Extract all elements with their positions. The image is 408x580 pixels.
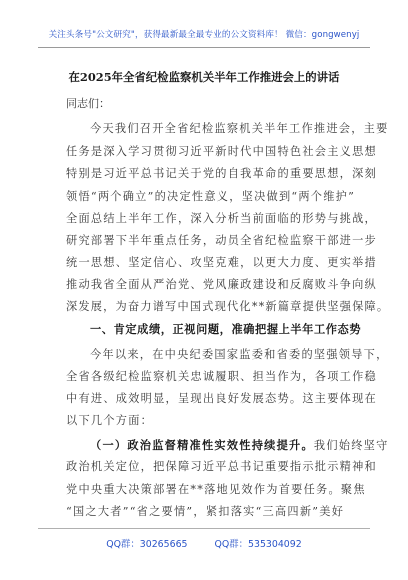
- paragraph-1-line-7: 统一思想、坚定信心、攻坚克难，以更大力度、更实举措: [66, 256, 377, 269]
- subsection-1-line-4: “国之大者”“省之要情”，紧扣落实“三高四新”美好: [66, 505, 345, 518]
- salutation: 同志们：: [66, 97, 110, 110]
- paragraph-1-line-3: 特别是习近平总书记关于党的自我革命的重要思想，深刻: [66, 167, 377, 180]
- subsection-1-line-2: 政治机关定位，把保障习近平总书记重要指示批示精神和: [66, 460, 377, 473]
- paragraph-1-line-4: 领悟“两个确立”的决定性意义，坚决做到“两个维护”: [66, 190, 356, 203]
- paragraph-1-line-6: 研究部署下半年重点任务，动员全省纪检监察干部进一步: [66, 234, 377, 247]
- document-title: 在2025年全省纪检监察机关半年工作推进会上的讲话: [68, 70, 340, 84]
- paragraph-2-line-3: 中有进、成效明显，呈现出良好发展态势。这主要体现在: [66, 392, 377, 405]
- paragraph-1-line-8: 推动我省全面从严治党、党风廉政建设和反腐败斗争向纵: [66, 278, 377, 291]
- footer-contact: [0, 536, 408, 550]
- paragraph-1-line-5: 全面总结上半年工作，深入分析当前面临的形势与挑战，: [66, 212, 377, 225]
- subsection-1-first-line-text: 我们始终坚守: [313, 439, 389, 452]
- section-1-heading: 一、肯定成绩，正视问题，准确把握上半年工作态势: [90, 322, 362, 336]
- footer-qq-group-2: QQ群：535304092: [214, 539, 302, 550]
- header-divider: [38, 47, 370, 48]
- paragraph-1-line-2: 任务是深入学习贯彻习近平新时代中国特色社会主义思想: [66, 145, 377, 158]
- subsection-1-heading: （一）政治监督精准性实效性持续提升。: [90, 438, 314, 452]
- footer-divider: [38, 528, 370, 529]
- paragraph-1-line-9: 深发展，为奋力谱写中国式现代化**新篇章提供坚强保障。: [66, 300, 390, 313]
- paragraph-2-line-4: 以下几个方面：: [66, 414, 154, 427]
- paragraph-2-line-2: 全省各级纪检监察机关忠诚履职、担当作为，各项工作稳: [66, 370, 377, 383]
- paragraph-1-line-1: 今天我们召开全省纪检监察机关半年工作推进会，主要: [90, 122, 389, 135]
- header-promo-text: 关注头条号"公文研究"，获得最新最全最专业的公文资料库！ 微信：gongwenyj: [48, 30, 360, 40]
- subsection-1-line-1: [90, 436, 389, 454]
- footer-qq-group-1: QQ群：30265665: [106, 539, 188, 550]
- paragraph-2-line-1: 今年以来，在中央纪委国家监委和省委的坚强领导下，: [90, 348, 389, 361]
- subsection-1-line-3: 党中央重大决策部署在**落地见效作为首要任务。聚焦: [66, 483, 366, 496]
